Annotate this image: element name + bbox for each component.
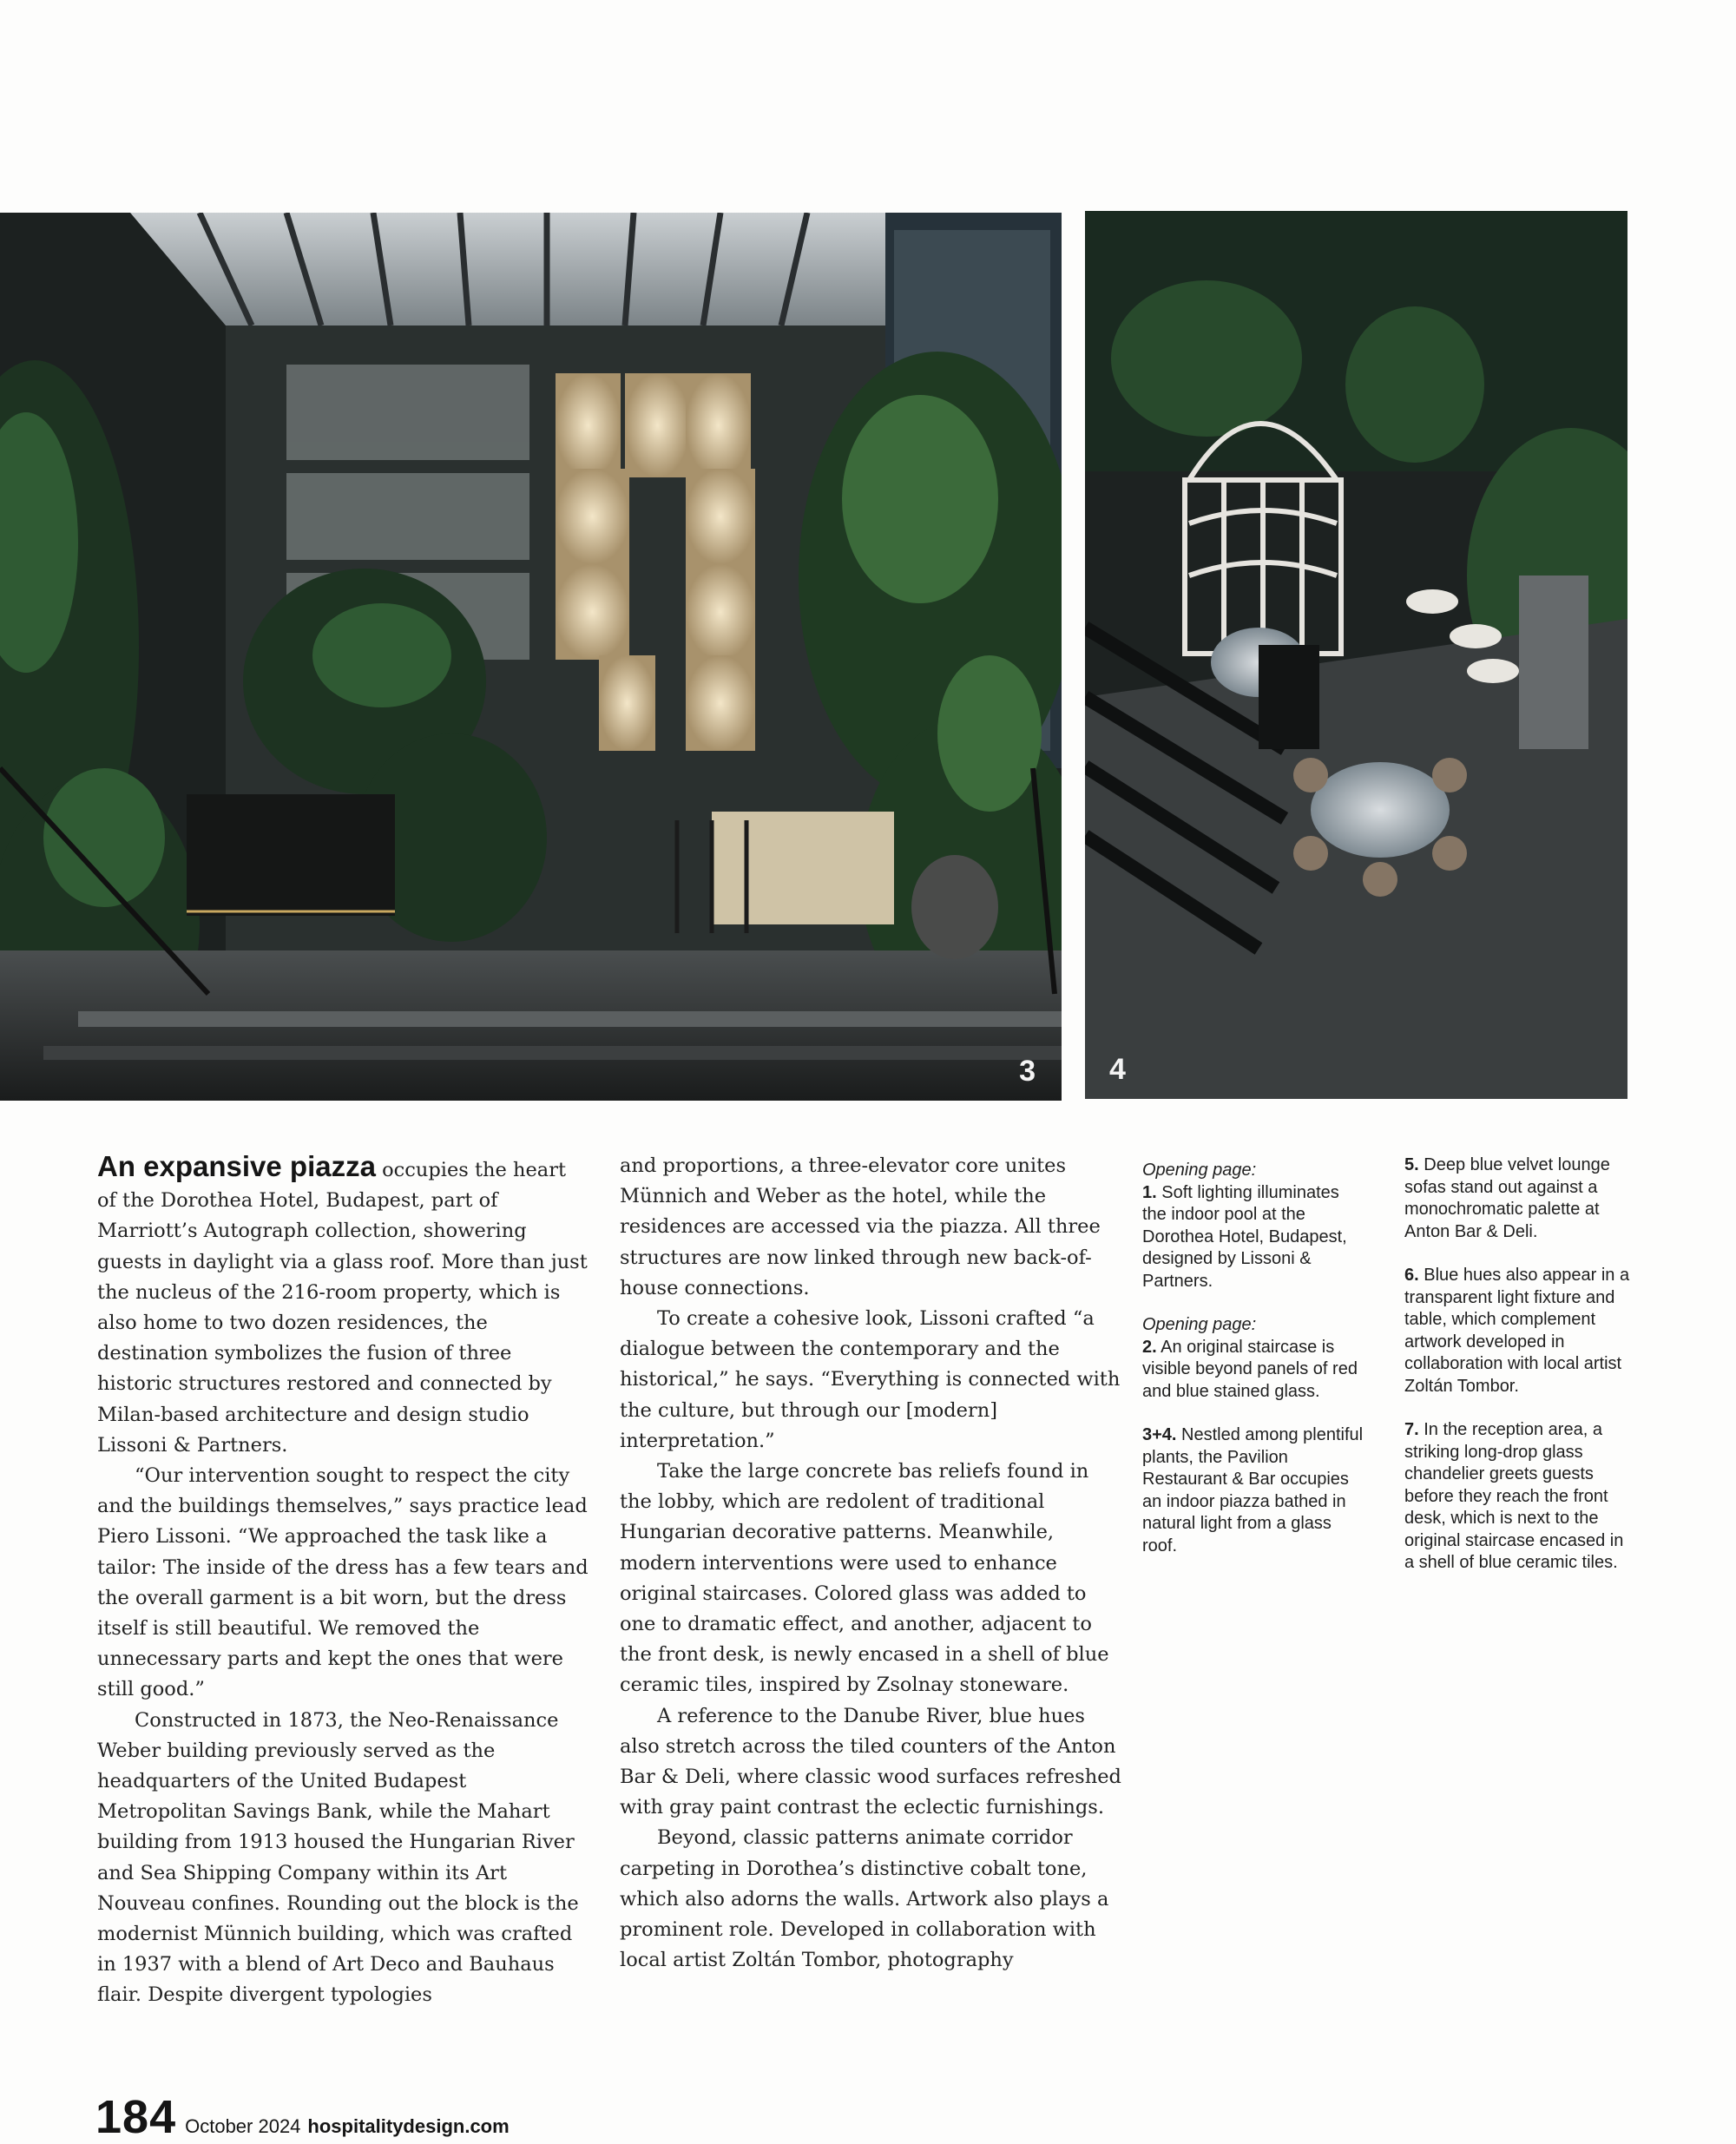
caption-3-4-text: Nestled among plentiful plants, the Pavilion Restaurant & Bar occupies an indoor piazza bathed in natural light from a glass roof. <box>1142 1425 1364 1555</box>
paragraph-4: and proportions, a three-elevator core unites Münnich and Weber as the hotel, while the residences are accessed via the piazza. All three structures are now linked through new back-of-house connections. <box>620 1154 1101 1299</box>
pavilion-restaurant-photo-icon <box>1085 211 1628 1099</box>
captions-column-2 <box>1404 1154 1632 1596</box>
paragraph-7: A reference to the Danube River, blue hues also stretch across the tiled counters of the Anton Bar & Deli, where classic wood surfaces refreshed with gray paint contrast the eclectic furnishings. <box>620 1704 1121 1819</box>
caption-6-text: Blue hues also appear in a transparent light fixture and table, which complement artwork developed in collaboration with local artist Zoltán Tombor. <box>1404 1266 1630 1396</box>
caption-5-number: 5. <box>1404 1155 1419 1174</box>
page-number: 184 <box>95 2091 177 2143</box>
caption-3-4-number: 3+4. <box>1142 1425 1177 1444</box>
caption-5 <box>1404 1154 1632 1243</box>
paragraph-1 <box>97 1151 589 1461</box>
caption-6-number: 6. <box>1404 1266 1419 1285</box>
caption-2-number: 2. <box>1142 1337 1157 1357</box>
caption-2-head: Opening page: <box>1142 1315 1257 1334</box>
paragraph-2: “Our intervention sought to respect the city and the buildings themselves,” says practice lead Piero Lissoni. “We approached the task like a tailor: The inside of the dress has a few tears and the overall garment is a bit worn, but the dress itself is still beautiful. We removed the unnecessary parts and kept the ones that were still good.” <box>97 1464 589 1701</box>
photo-number-4: 4 <box>1109 1053 1126 1086</box>
caption-7 <box>1404 1419 1632 1575</box>
page-footer <box>95 2090 510 2144</box>
article-column-1 <box>97 1151 589 2011</box>
article-column-2 <box>620 1151 1121 1976</box>
caption-5-text: Deep blue velvet lounge sofas stand out against a monochromatic palette at Anton Bar & Deli. <box>1404 1155 1610 1241</box>
issue-date: October 2024 <box>185 2115 301 2137</box>
captions-column-1 <box>1142 1160 1368 1579</box>
photo-pavilion-restaurant <box>1085 211 1628 1099</box>
indoor-piazza-photo-icon <box>0 213 1062 1101</box>
caption-3-4 <box>1142 1424 1368 1557</box>
caption-7-number: 7. <box>1404 1420 1419 1439</box>
caption-2 <box>1142 1314 1368 1403</box>
website-link[interactable]: hospitalitydesign.com <box>307 2115 510 2137</box>
caption-1-head: Opening page: <box>1142 1161 1257 1180</box>
caption-7-text: In the reception area, a striking long-drop glass chandelier greets guests before they reach the front desk, which is next to the original staircase encased in a shell of blue ceramic tiles. <box>1404 1420 1624 1572</box>
paragraph-6: Take the large concrete bas reliefs found in the lobby, which are redolent of traditional Hungarian decorative patterns. Meanwhile, modern interventions were used to enhance original staircases. Colored glass was added to one to dramatic effect, and another, adjacent to the front desk, is newly encased in a shell of blue ceramic tiles, inspired by Zsolnay stoneware. <box>620 1460 1109 1697</box>
photo-number-3: 3 <box>1019 1055 1036 1088</box>
photo-indoor-piazza <box>0 213 1062 1101</box>
paragraph-3: Constructed in 1873, the Neo-Renaissance Weber building previously served as the headquarters of the United Budapest Metropolitan Savings Bank, while the Mahart building from 1913 housed the Hungarian River and Sea Shipping Company within its Art Nouveau confines. Rounding out the block is the modernist Münnich building, which was crafted in 1937 with a blend of Art Deco and Bauhaus flair. Despite divergent typologies <box>97 1708 579 2007</box>
lead-in: An expansive piazza <box>97 1150 376 1182</box>
paragraph-8: Beyond, classic patterns animate corridor carpeting in Dorothea’s distinctive cobalt tone, which also adorns the walls. Artwork also plays a prominent role. Developed in collaboration with local artist Zoltán Tombor, photography <box>620 1826 1109 1972</box>
caption-1 <box>1142 1160 1368 1292</box>
caption-1-text: Soft lighting illuminates the indoor pool at the Dorothea Hotel, Budapest, designed by Lissoni & Partners. <box>1142 1182 1347 1291</box>
caption-2-text: An original staircase is visible beyond panels of red and blue stained glass. <box>1142 1337 1358 1401</box>
paragraph-5: To create a cohesive look, Lissoni crafted “a dialogue between the contemporary and the historical,” he says. “Everything is connected with the culture, but through our [modern] interpretation.” <box>620 1307 1121 1452</box>
caption-1-number: 1. <box>1142 1182 1157 1202</box>
paragraph-1-text: occupies the heart of the Dorothea Hotel, Budapest, part of Marriott’s Autograph collection, showering guests in daylight via a glass roof. More than just the nucleus of the 216-room property, which is also home to two dozen residences, the destination symbolizes the fusion of three historic structures restored and connected by Milan-based architecture and design studio Lissoni & Partners. <box>97 1159 588 1457</box>
caption-6 <box>1404 1265 1632 1398</box>
